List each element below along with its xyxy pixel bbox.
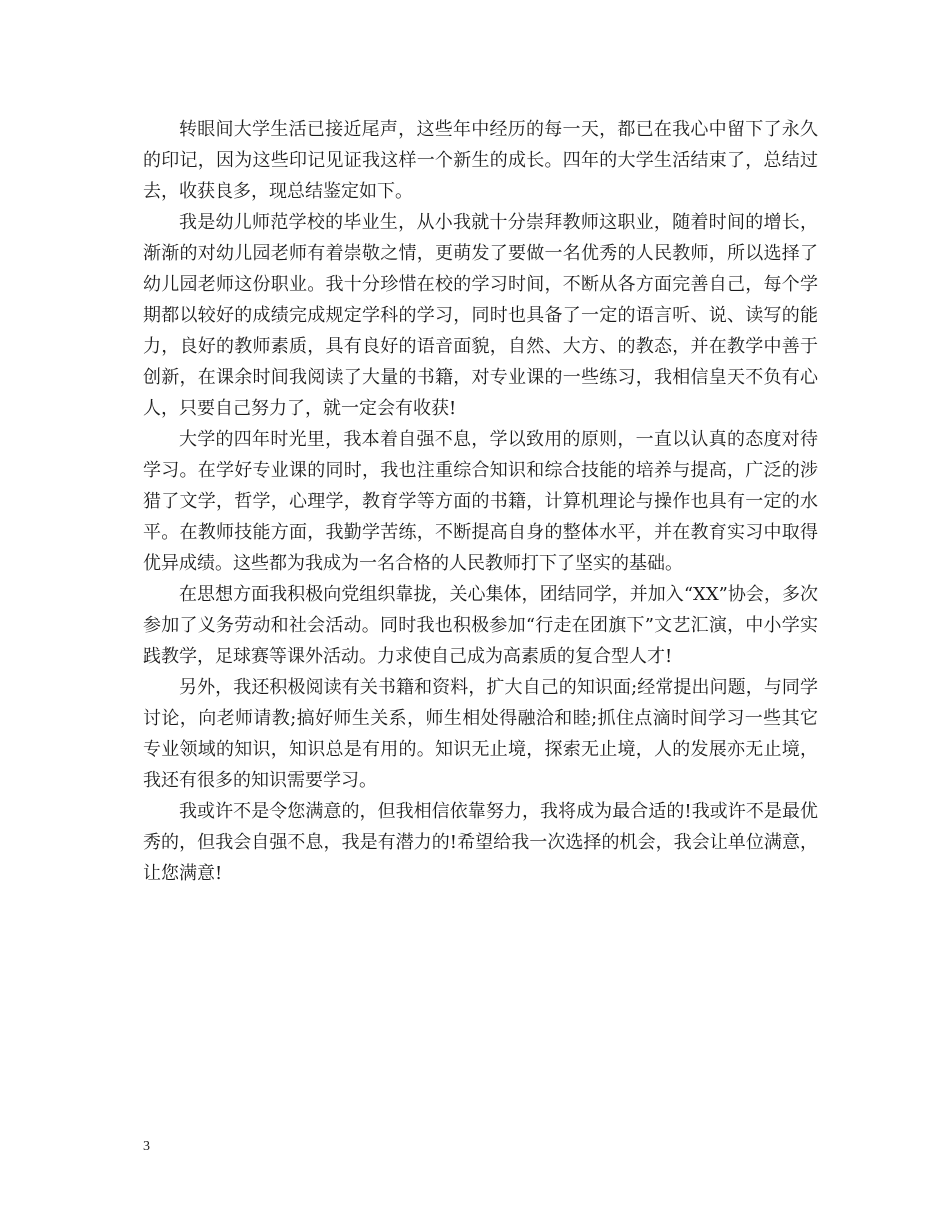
paragraph-study: 大学的四年时光里，我本着自强不息，学以致用的原则，一直以认真的态度对待学习。在学好专业课的同时，我也注重综合知识和综合技能的培养与提高，广泛的涉猎了文学，哲学，心理学，教育学等方面的书籍，计算机理论与操作也具有一定的水平。在教师技能方面，我勤学苦练，不断提高自身的整体水平，并在教育实习中取得优异成绩。这些都为我成为一名合格的人民教师打下了坚实的基础。: [143, 429, 818, 574]
paragraph-closing: 我或许不是令您满意的，但我相信依靠努力，我将成为最合适的!我或许不是最优秀的，但我会自强不息，我是有潜力的!希望给我一次选择的机会，我会让单位满意，让您满意!: [143, 801, 818, 884]
paragraph-intro: 转眼间大学生活已接近尾声，这些年中经历的每一天，都已在我心中留下了永久的印记，因为这些印记见证我这样一个新生的成长。四年的大学生活结束了，总结过去，收获良多，现总结鉴定如下。: [143, 119, 818, 202]
document-body: [143, 114, 818, 889]
page-number: 3: [143, 1139, 150, 1154]
paragraph-ideology: 在思想方面我积极向党组织靠拢，关心集体，团结同学，并加入“XX”协会，多次参加了义务劳动和社会活动。同时我也积极参加“行走在团旗下”文艺汇演，中小学实践教学，足球赛等课外活动。力求使自己成为高素质的复合型人才!: [143, 584, 818, 667]
paragraph-background: 我是幼儿师范学校的毕业生，从小我就十分崇拜教师这职业，随着时间的增长，渐渐的对幼儿园老师有着崇敬之情，更萌发了要做一名优秀的人民教师，所以选择了幼儿园老师这份职业。我十分珍惜在校的学习时间，不断从各方面完善自己，每个学期都以较好的成绩完成规定学科的学习，同时也具备了一定的语言听、说、读写的能力，良好的教师素质，具有良好的语音面貌，自然、大方、的教态，并在教学中善于创新，在课余时间我阅读了大量的书籍，对专业课的一些练习，我相信皇天不负有心人，只要自己努力了，就一定会有收获!: [143, 212, 818, 419]
paragraph-extra: 另外，我还积极阅读有关书籍和资料，扩大自己的知识面;经常提出问题，与同学讨论，向老师请教;搞好师生关系，师生相处得融洽和睦;抓住点滴时间学习一些其它专业领域的知识，知识总是有用的。知识无止境，探索无止境，人的发展亦无止境，我还有很多的知识需要学习。: [143, 677, 818, 791]
